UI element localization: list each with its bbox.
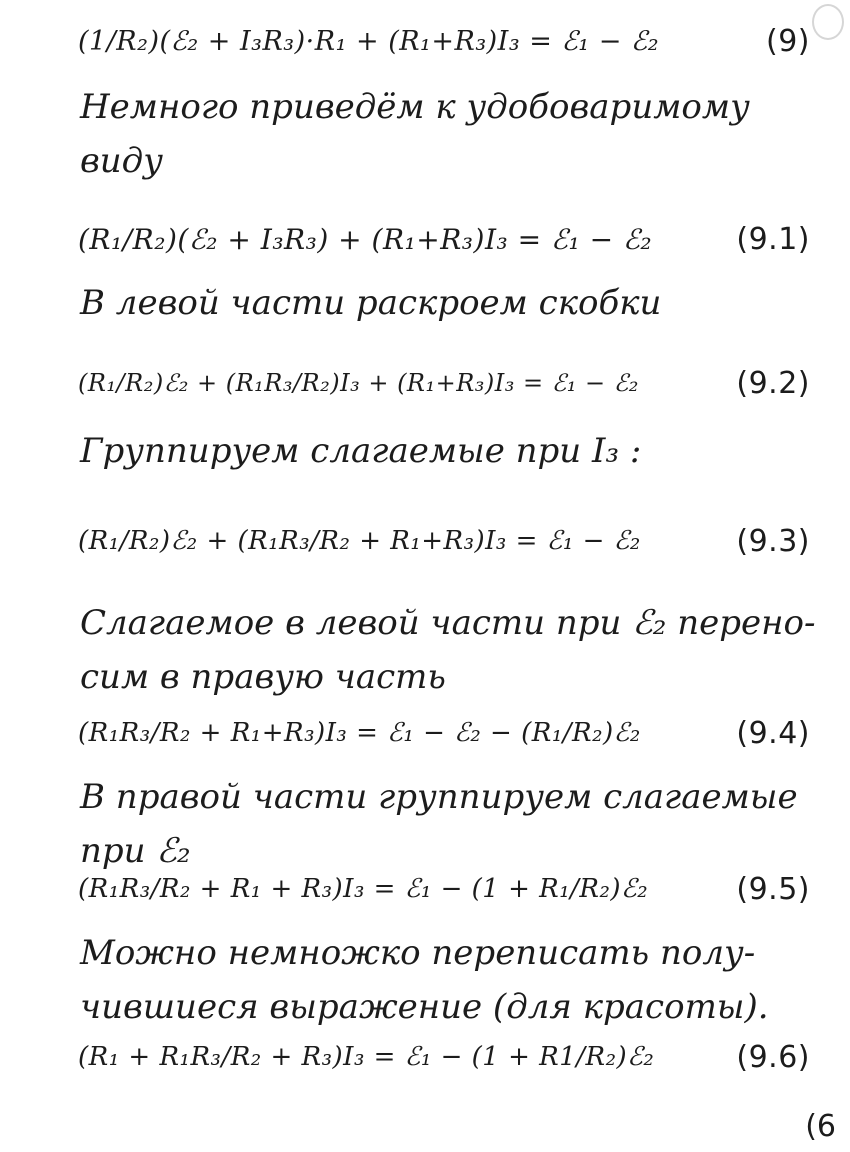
paragraph-group-i3 bbox=[80, 424, 820, 478]
equation-9-3 bbox=[78, 508, 810, 574]
page-number-value: 6 bbox=[816, 1109, 836, 1144]
equation-number: (9.5) bbox=[736, 871, 810, 907]
equation-number: (9.2) bbox=[736, 365, 810, 401]
equation-expression: (R₁ + R₁R₃/R₂ + R₃)I₃ = ℰ₁ − (1 + R1/R₂)ℰ₂ bbox=[78, 1042, 655, 1072]
text-line: Слагаемое в левой части при ℰ₂ перено- bbox=[80, 603, 816, 643]
paragraph-simplify bbox=[80, 80, 820, 188]
equation-number: (9) bbox=[766, 23, 810, 59]
corner-ring-mark bbox=[812, 4, 844, 40]
paragraph-rewrite bbox=[80, 926, 820, 1034]
equation-expression: (R₁R₃/R₂ + R₁+R₃)I₃ = ℰ₁ − ℰ₂ − (R₁/R₂)ℰ₂ bbox=[78, 718, 641, 748]
equation-9 bbox=[78, 8, 810, 74]
text-line: Группируем слагаемые при I₃ : bbox=[80, 431, 642, 471]
equation-9-1 bbox=[78, 206, 810, 272]
equation-number: (9.6) bbox=[736, 1039, 810, 1075]
equation-number: (9.3) bbox=[736, 523, 810, 559]
text-line: сим в правую часть bbox=[80, 657, 446, 697]
equation-9-6 bbox=[78, 1024, 810, 1090]
equation-expression: (R₁/R₂)(ℰ₂ + I₃R₃) + (R₁+R₃)I₃ = ℰ₁ − ℰ₂ bbox=[78, 222, 653, 256]
paragraph-open-brackets bbox=[80, 276, 820, 330]
text-line: Можно немножко переписать полу- bbox=[80, 933, 756, 973]
text-line: В левой части раскроем скобки bbox=[80, 283, 662, 323]
equation-expression: (R₁R₃/R₂ + R₁ + R₃)I₃ = ℰ₁ − (1 + R₁/R₂)ℰ₂ bbox=[78, 874, 649, 904]
text-line: Немного приведём к удобоваримому bbox=[80, 87, 750, 127]
equation-expression: (1/R₂)(ℰ₂ + I₃R₃)·R₁ + (R₁+R₃)I₃ = ℰ₁ − ℰ₂ bbox=[78, 25, 660, 57]
text-line: при ℰ₂ bbox=[80, 831, 191, 871]
equation-9-2 bbox=[78, 350, 810, 416]
equation-expression: (R₁/R₂)ℰ₂ + (R₁R₃/R₂)I₃ + (R₁+R₃)I₃ = ℰ₁ − ℰ₂ bbox=[78, 369, 639, 397]
page-number: (6 bbox=[805, 1109, 836, 1144]
text-line: В правой части группируем слагаемые bbox=[80, 777, 798, 817]
paragraph-move-term bbox=[80, 596, 820, 704]
equation-number: (9.4) bbox=[736, 715, 810, 751]
equation-number: (9.1) bbox=[736, 221, 810, 257]
equation-9-4 bbox=[78, 700, 810, 766]
equation-9-5 bbox=[78, 856, 810, 922]
text-line: виду bbox=[80, 141, 163, 181]
equation-expression: (R₁/R₂)ℰ₂ + (R₁R₃/R₂ + R₁+R₃)I₃ = ℰ₁ − ℰ₂ bbox=[78, 526, 641, 556]
text-line: чившиеся выражение (для красоты). bbox=[80, 987, 769, 1027]
